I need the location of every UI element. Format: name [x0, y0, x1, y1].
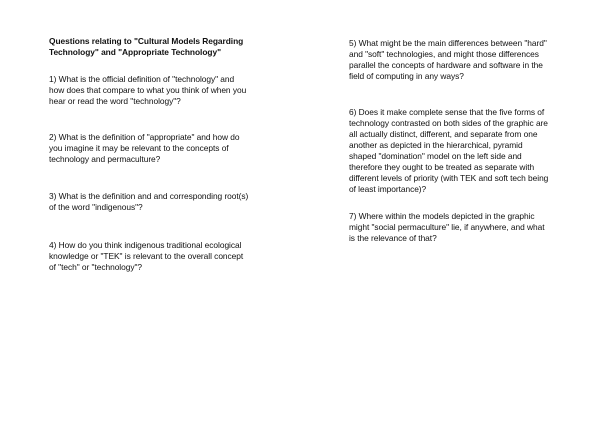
question-2: [49, 132, 271, 165]
question-line: of "tech" or "technology"?: [49, 262, 143, 272]
question-line: therefore they ought to be treated as separate with: [349, 162, 535, 172]
question-line: knowledge or "TEK" is relevant to the overall concept: [49, 251, 244, 261]
question-6: [349, 107, 575, 195]
question-line: of the word "indigenous"?: [49, 202, 143, 212]
question-5: [349, 38, 575, 82]
question-line: different levels of priority (with TEK and soft tech being: [349, 173, 549, 183]
question-line: shaped "domination" model on the left side and: [349, 151, 522, 161]
question-line: might "social permaculture" lie, if anywhere, and what: [349, 222, 545, 232]
question-1: [49, 74, 271, 107]
question-line: hear or read the word "technology"?: [49, 96, 181, 106]
question-line: and "soft" technologies, and might those differences: [349, 49, 539, 59]
question-line: technology contrasted on both sides of the graphic are: [349, 118, 548, 128]
question-line: is the relevance of that?: [349, 233, 437, 243]
question-line: 2) What is the definition of "appropriate" and how do: [49, 132, 240, 142]
question-line: of least importance)?: [349, 184, 427, 194]
question-line: 7) Where within the models depicted in the graphic: [349, 211, 535, 221]
question-line: how does that compare to what you think of when you: [49, 85, 247, 95]
title-line: Questions relating to "Cultural Models Regarding: [49, 36, 244, 46]
question-line: field of computing in any ways?: [349, 71, 464, 81]
question-4: [49, 240, 271, 273]
question-line: another as depicted in the hierarchical, pyramid: [349, 140, 523, 150]
title-line: Technology" and "Appropriate Technology": [49, 47, 221, 57]
question-line: 1) What is the official definition of "technology" and: [49, 74, 235, 84]
question-line: parallel the concepts of hardware and software in the: [349, 60, 543, 70]
question-line: technology and permaculture?: [49, 154, 161, 164]
question-line: you imagine it may be relevant to the concepts of: [49, 143, 229, 153]
question-line: 4) How do you think indigenous traditional ecological: [49, 240, 242, 250]
question-line: 6) Does it make complete sense that the five forms of: [349, 107, 545, 117]
question-line: all actually distinct, different, and separate from one: [349, 129, 538, 139]
document-title: [49, 36, 271, 58]
question-line: 3) What is the definition and and corresponding root(s): [49, 191, 249, 201]
question-7: [349, 211, 575, 244]
question-3: [49, 191, 271, 213]
question-line: 5) What might be the main differences between "hard": [349, 38, 547, 48]
